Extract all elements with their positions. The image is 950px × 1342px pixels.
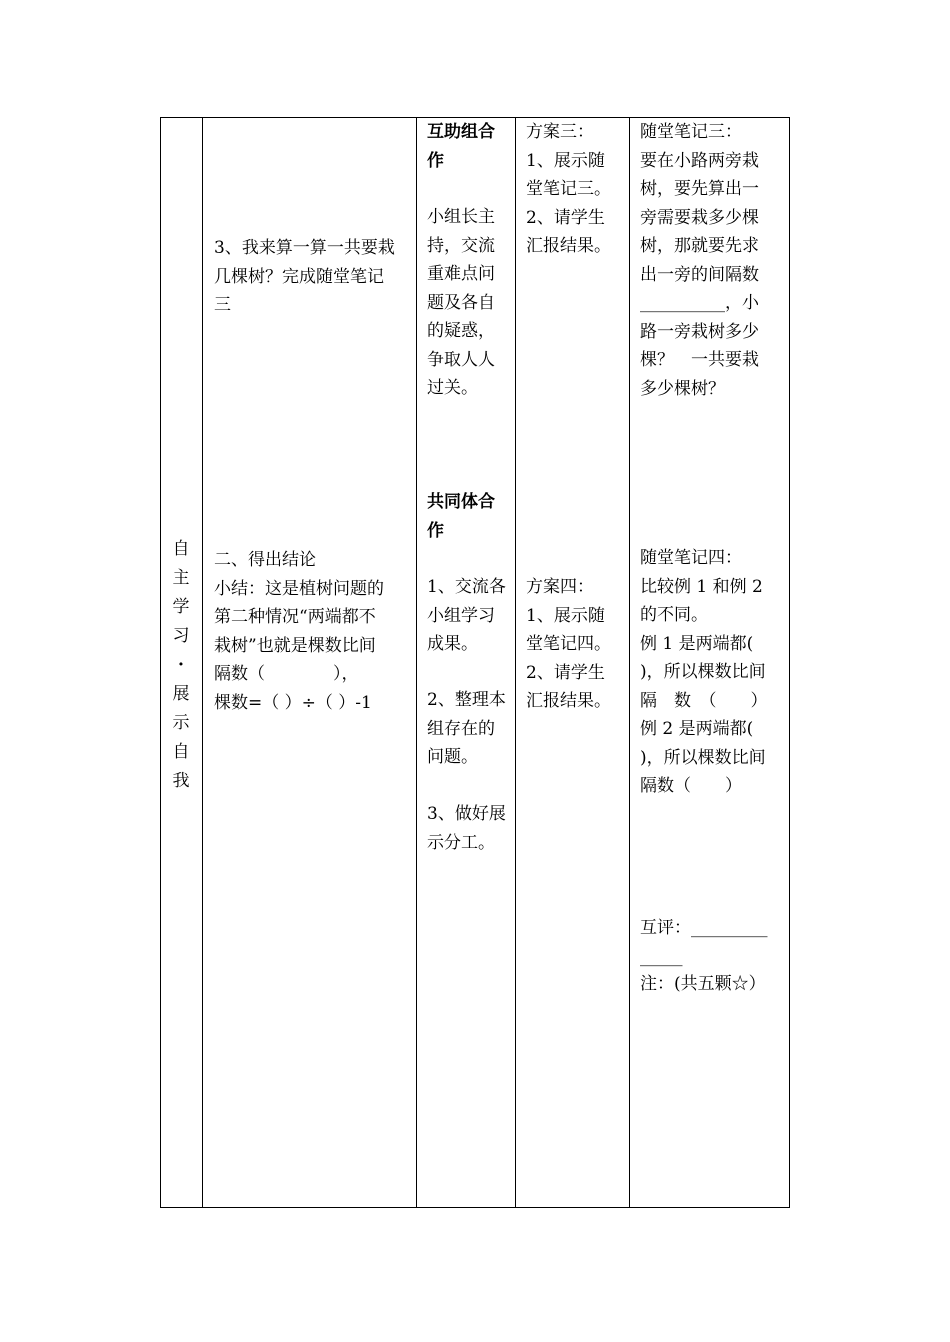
- text-line: 要在小路两旁栽: [640, 150, 759, 171]
- text-line: __________，小: [640, 293, 759, 313]
- text-line: 堂笔记四。: [526, 634, 611, 654]
- text-line: 棵数=（ ）÷（ ）-1: [214, 692, 372, 713]
- group-item-2: [427, 686, 506, 772]
- section-label-char: ·: [178, 655, 184, 675]
- text-line: 树，那就要先求: [640, 236, 759, 256]
- text-line: 2、整理本: [427, 690, 506, 710]
- text-line: 的疑惑，: [427, 321, 495, 341]
- task-3-text: [214, 234, 395, 320]
- text-line: 注：(共五颗☆）: [640, 974, 766, 994]
- text-line: 二、得出结论: [214, 550, 316, 570]
- peer-review: [640, 914, 768, 971]
- column-divider-1: [202, 117, 203, 1208]
- text-line: 三: [214, 295, 231, 315]
- conclusion-text: [214, 546, 384, 717]
- note-4: [640, 544, 768, 801]
- section-label-char: 自: [172, 539, 190, 559]
- text-line: 示分工。: [427, 832, 495, 853]
- text-line: 方案三：: [526, 122, 594, 142]
- column-divider-2: [416, 117, 417, 1208]
- section-label-char: 学: [172, 597, 190, 617]
- text-line: )，所以棵数比间: [640, 747, 766, 768]
- text-line: 树，要先算出一: [640, 179, 759, 199]
- section-label-char: 展: [172, 684, 190, 704]
- text-line: 栽树”也就是棵数比间: [214, 635, 376, 656]
- section-label-char: 示: [172, 713, 190, 733]
- text-line: 棵？ 一共要栽: [640, 350, 759, 370]
- text-line: 争取人人: [427, 349, 495, 370]
- section-label-char: 主: [172, 568, 190, 588]
- text-line: 1、展示随: [526, 150, 605, 171]
- note-3: [640, 118, 759, 403]
- text-line: 互助组合: [427, 122, 495, 142]
- text-line: 随堂笔记三：: [640, 122, 742, 142]
- text-line: 路一旁栽树多少: [640, 321, 759, 342]
- text-line: 隔数（ ）: [640, 776, 742, 796]
- group-item-3: [427, 800, 506, 857]
- text-line: 多少棵树？: [640, 378, 725, 399]
- text-line: 作: [427, 520, 444, 541]
- plan-4: [526, 573, 611, 716]
- text-line: 问题。: [427, 747, 478, 767]
- text-line: 3、我来算一算一共要栽: [214, 238, 395, 258]
- table-left-border: [160, 117, 161, 1208]
- text-line: 2、请学生: [526, 662, 605, 683]
- group-body-1: [427, 203, 495, 403]
- star-remark: [640, 970, 766, 999]
- text-line: 小结：这是植树问题的: [214, 578, 384, 599]
- text-line: 组存在的: [427, 718, 495, 739]
- text-line: 堂笔记三。: [526, 179, 611, 199]
- text-line: 隔 数 （ ）: [640, 690, 768, 711]
- text-line: 旁需要栽多少棵: [640, 207, 759, 228]
- text-line: 方案四：: [526, 577, 594, 597]
- text-line: 第二种情况“两端都不: [214, 607, 376, 627]
- section-label-char: 习: [172, 626, 190, 646]
- plan-3: [526, 118, 611, 261]
- text-line: 持，交流: [427, 235, 495, 256]
- section-label-char: 我: [172, 771, 190, 791]
- text-line: )，所以棵数比间: [640, 662, 766, 682]
- text-line: 比较例 1 和例 2: [640, 576, 763, 597]
- text-line: 例 1 是两端都(: [640, 633, 754, 654]
- text-line: 小组长主: [427, 207, 495, 227]
- text-line: 汇报结果。: [526, 236, 611, 256]
- table-right-border: [789, 117, 790, 1208]
- section-label-vertical: [171, 535, 191, 796]
- column-divider-4: [629, 117, 630, 1208]
- text-line: 题及各自: [427, 292, 495, 313]
- group-item-1: [427, 573, 506, 659]
- text-line: _____: [640, 946, 683, 967]
- text-line: 出一旁的间隔数: [640, 264, 759, 285]
- text-line: 的不同。: [640, 605, 708, 625]
- group-heading-1: [427, 118, 495, 175]
- text-line: 例 2 是两端都(: [640, 719, 754, 739]
- text-line: 1、展示随: [526, 605, 605, 626]
- text-line: 隔数（ ），: [214, 664, 359, 684]
- section-label-char: 自: [172, 742, 190, 762]
- text-line: 互评：_________: [640, 918, 768, 938]
- text-line: 过关。: [427, 378, 478, 398]
- text-line: 几棵树？完成随堂笔记: [214, 266, 384, 287]
- column-divider-3: [515, 117, 516, 1208]
- text-line: 2、请学生: [526, 207, 605, 228]
- text-line: 随堂笔记四：: [640, 548, 742, 568]
- text-line: 重难点问: [427, 264, 495, 284]
- text-line: 作: [427, 150, 444, 171]
- group-heading-2: [427, 488, 495, 545]
- table-bottom-border: [160, 1207, 790, 1208]
- text-line: 1、交流各: [427, 577, 506, 597]
- text-line: 汇报结果。: [526, 691, 611, 711]
- text-line: 3、做好展: [427, 804, 506, 824]
- text-line: 共同体合: [427, 492, 495, 512]
- text-line: 小组学习: [427, 605, 495, 626]
- text-line: 成果。: [427, 634, 478, 654]
